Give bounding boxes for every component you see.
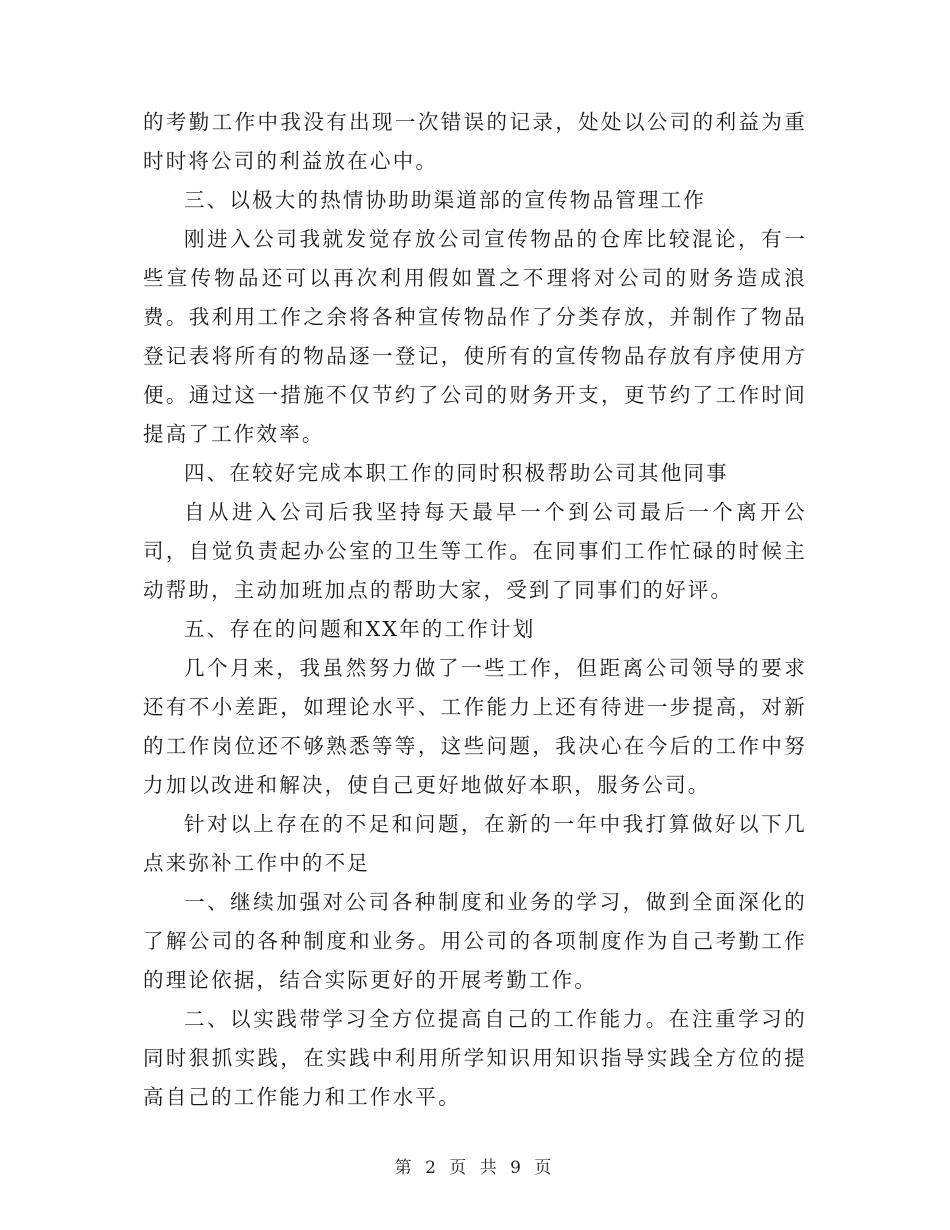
section-heading-4: 四、在较好完成本职工作的同时积极帮助公司其他同事 [184,461,729,485]
document-body [143,103,807,1117]
paragraph-1: 的考勤工作中我没有出现一次错误的记录，处处以公司的利益为重时时将公司的利益放在心中。 [143,110,807,173]
paragraph-8: 针对以上存在的不足和问题，在新的一年中我打算做好以下几点来弥补工作中的不足 [143,812,807,875]
paragraph-5: 自从进入公司后我坚持每天最早一个到公司最后一个离开公司，自觉负责起办公室的卫生等工作。在同事们工作忙碌的时候主动帮助，主动加班加点的帮助大家，受到了同事们的好评。 [143,500,807,602]
paragraph-7: 几个月来，我虽然努力做了一些工作，但距离公司领导的要求还有不小差距，如理论水平、工作能力上还有待进一步提高，对新的工作岗位还不够熟悉等等，这些问题，我决心在今后的工作中努力加以改进和解决，使自己更好地做好本职，服务公司。 [143,656,807,797]
section-heading-5: 五、存在的问题和XX年的工作计划 [184,617,536,641]
page-number-footer: 第 2 页 共 9 页 [394,1158,556,1178]
section-heading-3: 三、以极大的热情协助助渠道部的宣传物品管理工作 [184,188,707,212]
plan-item-2: 二、以实践带学习全方位提高自己的工作能力。在注重学习的同时狠抓实践，在实践中利用所学知识用知识指导实践全方位的提高自己的工作能力和工作水平。 [143,1007,807,1109]
paragraph-3: 刚进入公司我就发觉存放公司宣传物品的仓库比较混论，有一些宣传物品还可以再次利用假如置之不理将对公司的财务造成浪费。我利用工作之余将各种宣传物品作了分类存放，并制作了物品登记表将所有的物品逐一登记，使所有的宣传物品存放有序使用方便。通过这一措施不仅节约了公司的财务开支，更节约了工作时间提高了工作效率。 [143,227,807,446]
plan-item-1: 一、继续加强对公司各种制度和业务的学习，做到全面深化的了解公司的各种制度和业务。用公司的各项制度作为自己考勤工作的理论依据，结合实际更好的开展考勤工作。 [143,890,807,992]
